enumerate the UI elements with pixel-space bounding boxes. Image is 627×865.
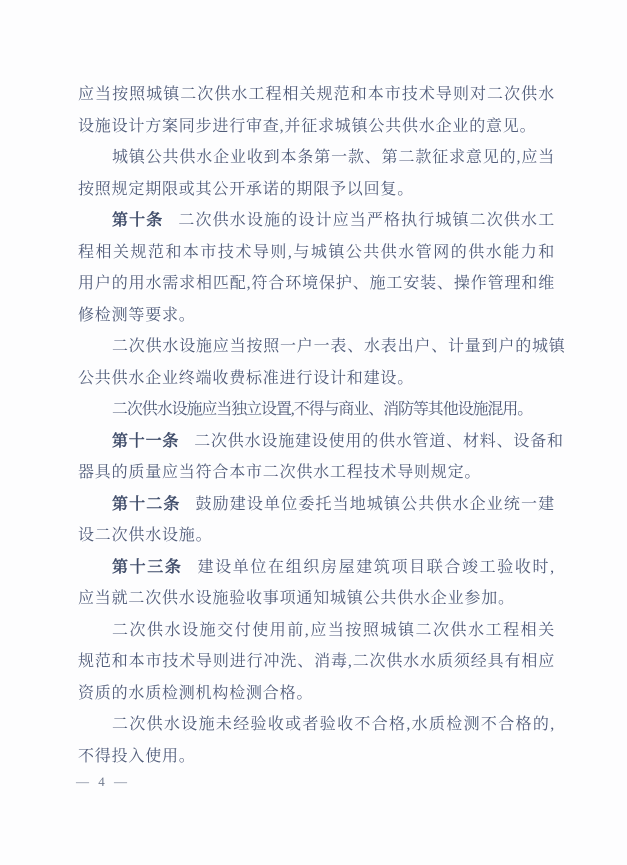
- paragraph-independent-setup: [78, 394, 555, 426]
- text-line: 设施设计方案同步进行审查,并征求城镇公共供水企业的意见。: [78, 117, 537, 135]
- text-line: 公共供水企业终端收费标准进行设计和建设。: [78, 369, 415, 387]
- text-line: 规范和本市技术导则进行冲洗、消毒,二次供水水质须经具有相应: [78, 653, 555, 670]
- document-body: [78, 79, 566, 772]
- paragraph-reply-deadline: [78, 142, 555, 205]
- paragraph-article-12: [78, 489, 555, 552]
- text-line: [78, 489, 555, 521]
- text-line: 二次供水设施应当按照一户一表、水表出户、计量到户的城镇: [112, 338, 566, 355]
- text-line: 程相关规范和本市技术导则,与城镇公共供水管网的供水能力和: [78, 243, 555, 261]
- text-line: 用户的用水需求相匹配,符合环境保护、施工安装、操作管理和维: [78, 275, 555, 292]
- paragraph-article-10: [78, 205, 555, 331]
- text-line: 设二次供水设施。: [78, 527, 213, 544]
- text-line: 按照规定期限或其公开承诺的期限予以回复。: [78, 180, 415, 198]
- article-text-segment: 建设单位在组织房屋建筑项目联合竣工验收时,: [197, 558, 555, 576]
- text-line: 资质的水质检测机构检测合格。: [78, 684, 314, 702]
- paragraph-metering-standard: [78, 331, 566, 394]
- text-line: [78, 205, 555, 237]
- text-line: 二次供水设施未经验收或者验收不合格,水质检测不合格的,: [112, 716, 555, 733]
- article-number: 第十三条: [112, 558, 183, 576]
- text-line: 器具的质量应当符合本市二次供水工程技术导则规定。: [78, 464, 482, 481]
- paragraph-article-11: [78, 426, 564, 489]
- page-number: — 4 —: [76, 774, 130, 789]
- text-line: 不得投入使用。: [78, 747, 196, 765]
- paragraph-article-13: [78, 552, 555, 615]
- text-line: 二次供水设施交付使用前,应当按照城镇二次供水工程相关: [112, 621, 555, 639]
- text-line: 城镇公共供水企业收到本条第一款、第二款征求意见的,应当: [112, 149, 555, 166]
- text-line: [78, 426, 564, 458]
- article-number: 第十二条: [112, 495, 181, 513]
- article-text-segment: 二次供水设施建设使用的供水管道、材料、设备和: [194, 432, 564, 450]
- paragraph-continuation: [78, 79, 555, 142]
- paragraph-acceptance-failure: [78, 709, 555, 772]
- article-text-segment: 鼓励建设单位委托当地城镇公共供水企业统一建: [195, 495, 555, 513]
- article-text-segment: 二次供水设施的设计应当严格执行城镇二次供水工: [178, 212, 555, 229]
- text-line: 应当按照城镇二次供水工程相关规范和本市技术导则对二次供水: [78, 86, 555, 103]
- text-line: 修检测等要求。: [78, 306, 196, 324]
- text-line: 应当就二次供水设施验收事项通知城镇公共供水企业参加。: [78, 590, 515, 607]
- article-number: 第十条: [112, 212, 164, 229]
- text-line: [78, 552, 555, 584]
- article-number: 第十一条: [112, 432, 180, 450]
- paragraph-flush-disinfect: [78, 615, 555, 710]
- text-line: 二次供水设施应当独立设置,不得与商业、消防等其他设施混用。: [112, 401, 533, 418]
